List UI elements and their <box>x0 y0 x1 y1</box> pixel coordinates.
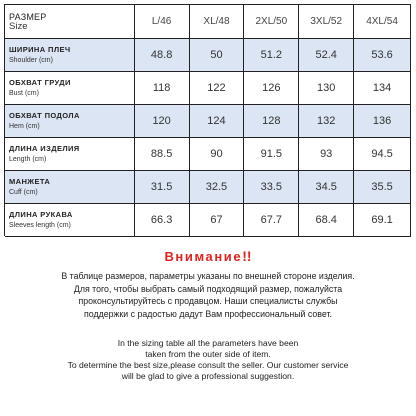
row-label <box>5 204 135 237</box>
table-cell: 53.6 <box>354 39 411 72</box>
notice-line: проконсультируйтесь с продавцом. Наши специалисты службы <box>78 296 338 306</box>
notice-line: To determine the best size,please consult the seller. Our customer service <box>67 360 349 370</box>
row-label-ru: ОБХВАТ ПОДОЛА <box>9 110 80 120</box>
table-cell: 122 <box>190 72 245 105</box>
notice-line: In the sizing table all the parameters have been <box>117 338 299 348</box>
row-label-ru: ДЛИНА ИЗДЕЛИЯ <box>9 143 80 153</box>
size-header-label <box>5 5 135 39</box>
table-cell: 88.5 <box>135 138 190 171</box>
table-cell: 69.1 <box>354 204 411 237</box>
size-table <box>4 4 411 236</box>
row-label <box>5 72 135 105</box>
table-cell: 67.7 <box>244 204 299 237</box>
table-cell: 93 <box>299 138 354 171</box>
row-label-ru: МАНЖЕТА <box>9 176 51 186</box>
notice-line: поддержки с радостью дадут Вам профессиональный совет. <box>84 308 332 319</box>
notice-mark: !! <box>242 248 252 264</box>
table-cell: 118 <box>135 72 190 105</box>
size-col-2: XL/48 <box>190 5 245 39</box>
row-label-ru: ОБХВАТ ГРУДИ <box>9 77 71 87</box>
table-cell: 132 <box>299 105 354 138</box>
row-label-en: Bust (cm) <box>9 89 39 97</box>
row-label-ru: ДЛИНА РУКАВА <box>9 209 73 219</box>
table-cell: 130 <box>299 72 354 105</box>
row-label-en: Sleeves length (cm) <box>9 221 71 229</box>
row-label-en: Length (cm) <box>9 155 47 163</box>
row-label <box>5 138 135 171</box>
table-row-bust <box>5 72 411 105</box>
table-cell: 48.8 <box>135 39 190 72</box>
table-row-hem <box>5 105 411 138</box>
row-label-ru: ШИРИНА ПЛЕЧ <box>9 44 71 54</box>
table-cell: 134 <box>354 72 411 105</box>
table-cell: 120 <box>135 105 190 138</box>
table-cell: 67 <box>190 204 245 237</box>
table-cell: 124 <box>190 105 245 138</box>
table-row-sleeve <box>5 204 411 237</box>
table-cell: 90 <box>190 138 245 171</box>
table-cell: 91.5 <box>244 138 299 171</box>
table-cell: 51.2 <box>244 39 299 72</box>
notice-paragraph-ru <box>8 270 408 320</box>
table-cell: 34.5 <box>299 171 354 204</box>
notice-word: Внимание <box>164 249 243 264</box>
size-col-3: 2XL/50 <box>244 5 299 39</box>
notice-paragraph-en <box>8 338 408 382</box>
table-row-length <box>5 138 411 171</box>
table-cell: 33.5 <box>244 171 299 204</box>
notice-line: Для того, чтобы выбрать самый подходящий размер, пожалуйста <box>73 283 343 294</box>
table-cell: 35.5 <box>354 171 411 204</box>
table-cell: 136 <box>354 105 411 138</box>
table-row-cuff <box>5 171 411 204</box>
size-col-4: 3XL/52 <box>299 5 354 39</box>
row-label-en: Hem (cm) <box>9 122 40 130</box>
row-label <box>5 39 135 72</box>
row-label-en: Cuff (cm) <box>9 188 38 196</box>
size-label-ru: РАЗМЕР <box>9 11 47 22</box>
size-col-1: L/46 <box>135 5 190 39</box>
table-cell: 50 <box>190 39 245 72</box>
table-cell: 66.3 <box>135 204 190 237</box>
table-cell: 126 <box>244 72 299 105</box>
notice-heading <box>0 248 416 264</box>
table-cell: 128 <box>244 105 299 138</box>
notice-line: В таблице размеров, параметры указаны по внешней стороне изделия. <box>61 271 355 281</box>
table-cell: 94.5 <box>354 138 411 171</box>
table-row-shoulder <box>5 39 411 72</box>
size-col-5: 4XL/54 <box>354 5 411 39</box>
notice-line: taken from the outer side of item. <box>145 349 271 359</box>
row-label <box>5 105 135 138</box>
table-cell: 31.5 <box>135 171 190 204</box>
size-label-en: Size <box>9 20 28 32</box>
notice-line: will be glad to give a professional suggestion. <box>121 371 295 381</box>
table-cell: 32.5 <box>190 171 245 204</box>
table-cell: 68.4 <box>299 204 354 237</box>
table-cell: 52.4 <box>299 39 354 72</box>
size-header-row <box>5 5 411 39</box>
row-label-en: Shoulder (cm) <box>9 56 53 64</box>
row-label <box>5 171 135 204</box>
